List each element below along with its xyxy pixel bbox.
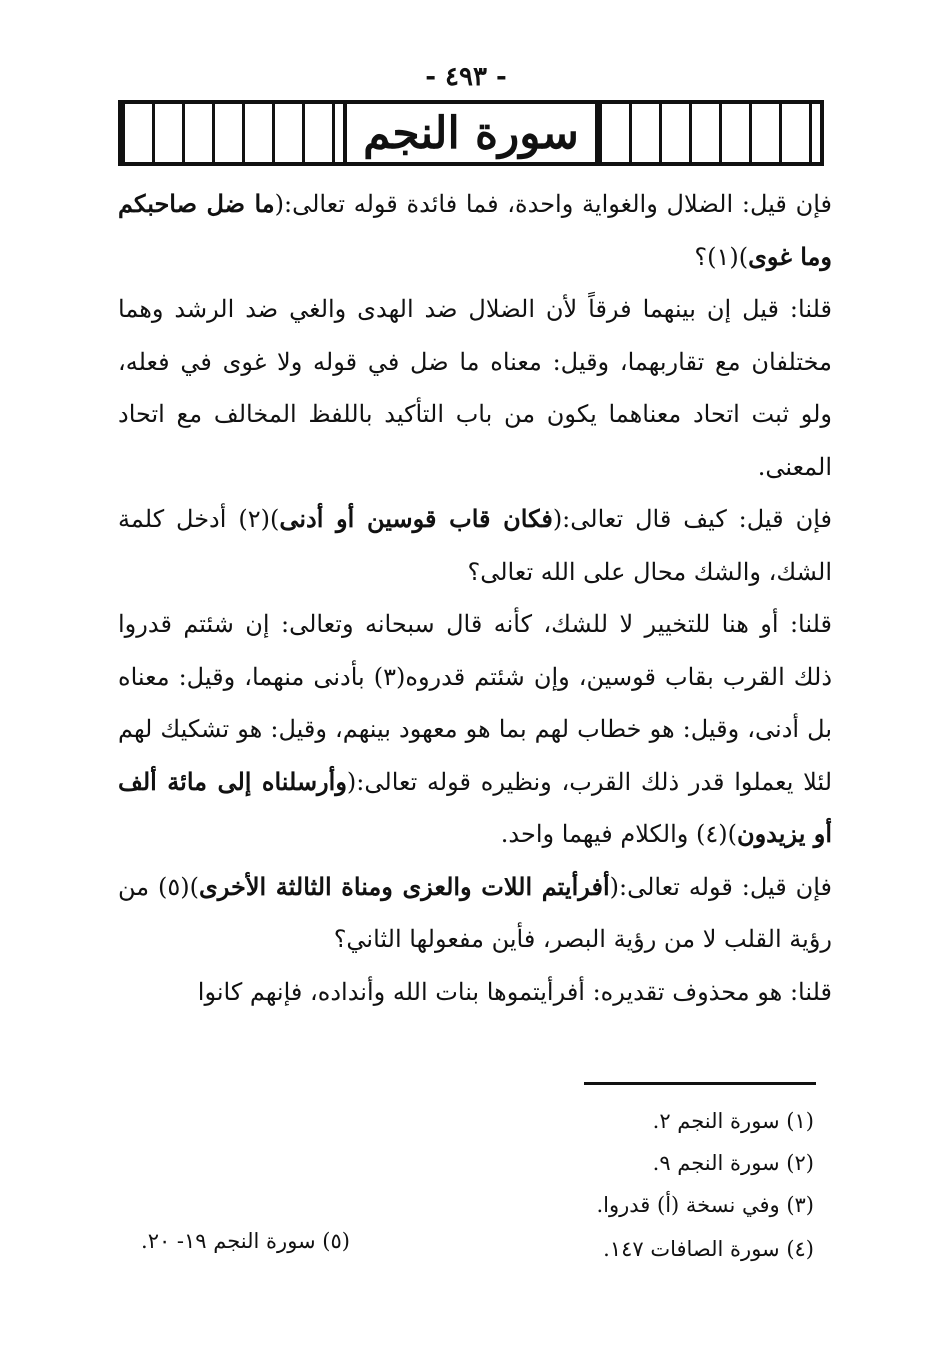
hatch-right [599,104,820,162]
chapter-title-frame [118,100,824,166]
quran-quote: فكان قاب قوسين أو أدنى [279,504,553,533]
footnote: (٤) سورة الصافات ١٤٧. [603,1237,814,1261]
paragraph: قلنا: هو محذوف تقديره: أفرأيتموها بنات الله وأنداده، فإنهم كانوا [197,977,832,1006]
paragraph-text: قلنا: أو هنا للتخيير لا للشك، كأنه قال سبحانه وتعالى: إن شئتم قدروا ذلك القرب بقاب قوسين، وإن شئتم قدروه(٣) بأدنى منهما، وقيل: معناه بل أدنى، وقيل: هو خطاب لهم بما هو معهود بينهم، وقيل: هو تشكيك لهم لئلا يعملوا قدر ذلك القرب، ونظيره قوله تعالى:( [118,610,833,796]
paragraph-text: )(٤) والكلام فيهما واحد. [500,820,737,848]
footnote-divider [584,1082,816,1085]
quran-quote: وأرسلناه إلى مائة ألف أو يزيدون [118,766,832,848]
page-number: - ٤٩٣ - [425,62,507,92]
footnote: (١) سورة النجم ٢. [652,1109,814,1133]
hatch-left [122,104,343,162]
body-text [118,178,832,1018]
paragraph-text: فإن قيل: كيف قال تعالى:( [552,505,832,533]
quran-quote: أفرأيتم اللات والعزى ومناة الثالثة الأخرى [198,871,610,901]
paragraph-text: )(٢) أدخل كلمة الشك، والشك محال على الله تعالى؟ [118,505,832,586]
paragraph [118,493,832,598]
paragraph: قلنا: قيل إن بينهما فرقاً لأن الضلال ضد الهدى والغي ضد الرشد وهما مختلفان مع تقاربهما، وقيل: معناه ما ضل في قوله ولا غوى في فعله، ولو ثبت اتحاد معناهما يكون من باب التأكيد باللفظ المخالف مع اتحاد المعنى. [118,295,832,481]
footnote: (٣) وفي نسخة (أ) قدروا. [596,1193,814,1217]
chapter-title: سورة النجم [343,104,599,162]
paragraph-text: )(١)؟ [694,242,749,271]
footnote: (٢) سورة النجم ٩. [652,1151,814,1175]
paragraph-text: فإن قيل: الضلال والغواية واحدة، فما فائدة قوله تعالى:( [274,190,832,218]
paragraph-text: فإن قيل: قوله تعالى:( [609,872,832,901]
paragraph [118,598,832,861]
quran-quote: ما ضل صاحبكم وما غوى [118,189,832,271]
footnote: (٥) سورة النجم ١٩- ٢٠. [141,1229,350,1253]
paragraph-text: )(٥) من رؤية القلب لا من رؤية البصر، فأين مفعولها الثاني؟ [118,872,832,953]
paragraph [118,178,832,283]
paragraph [118,861,832,966]
